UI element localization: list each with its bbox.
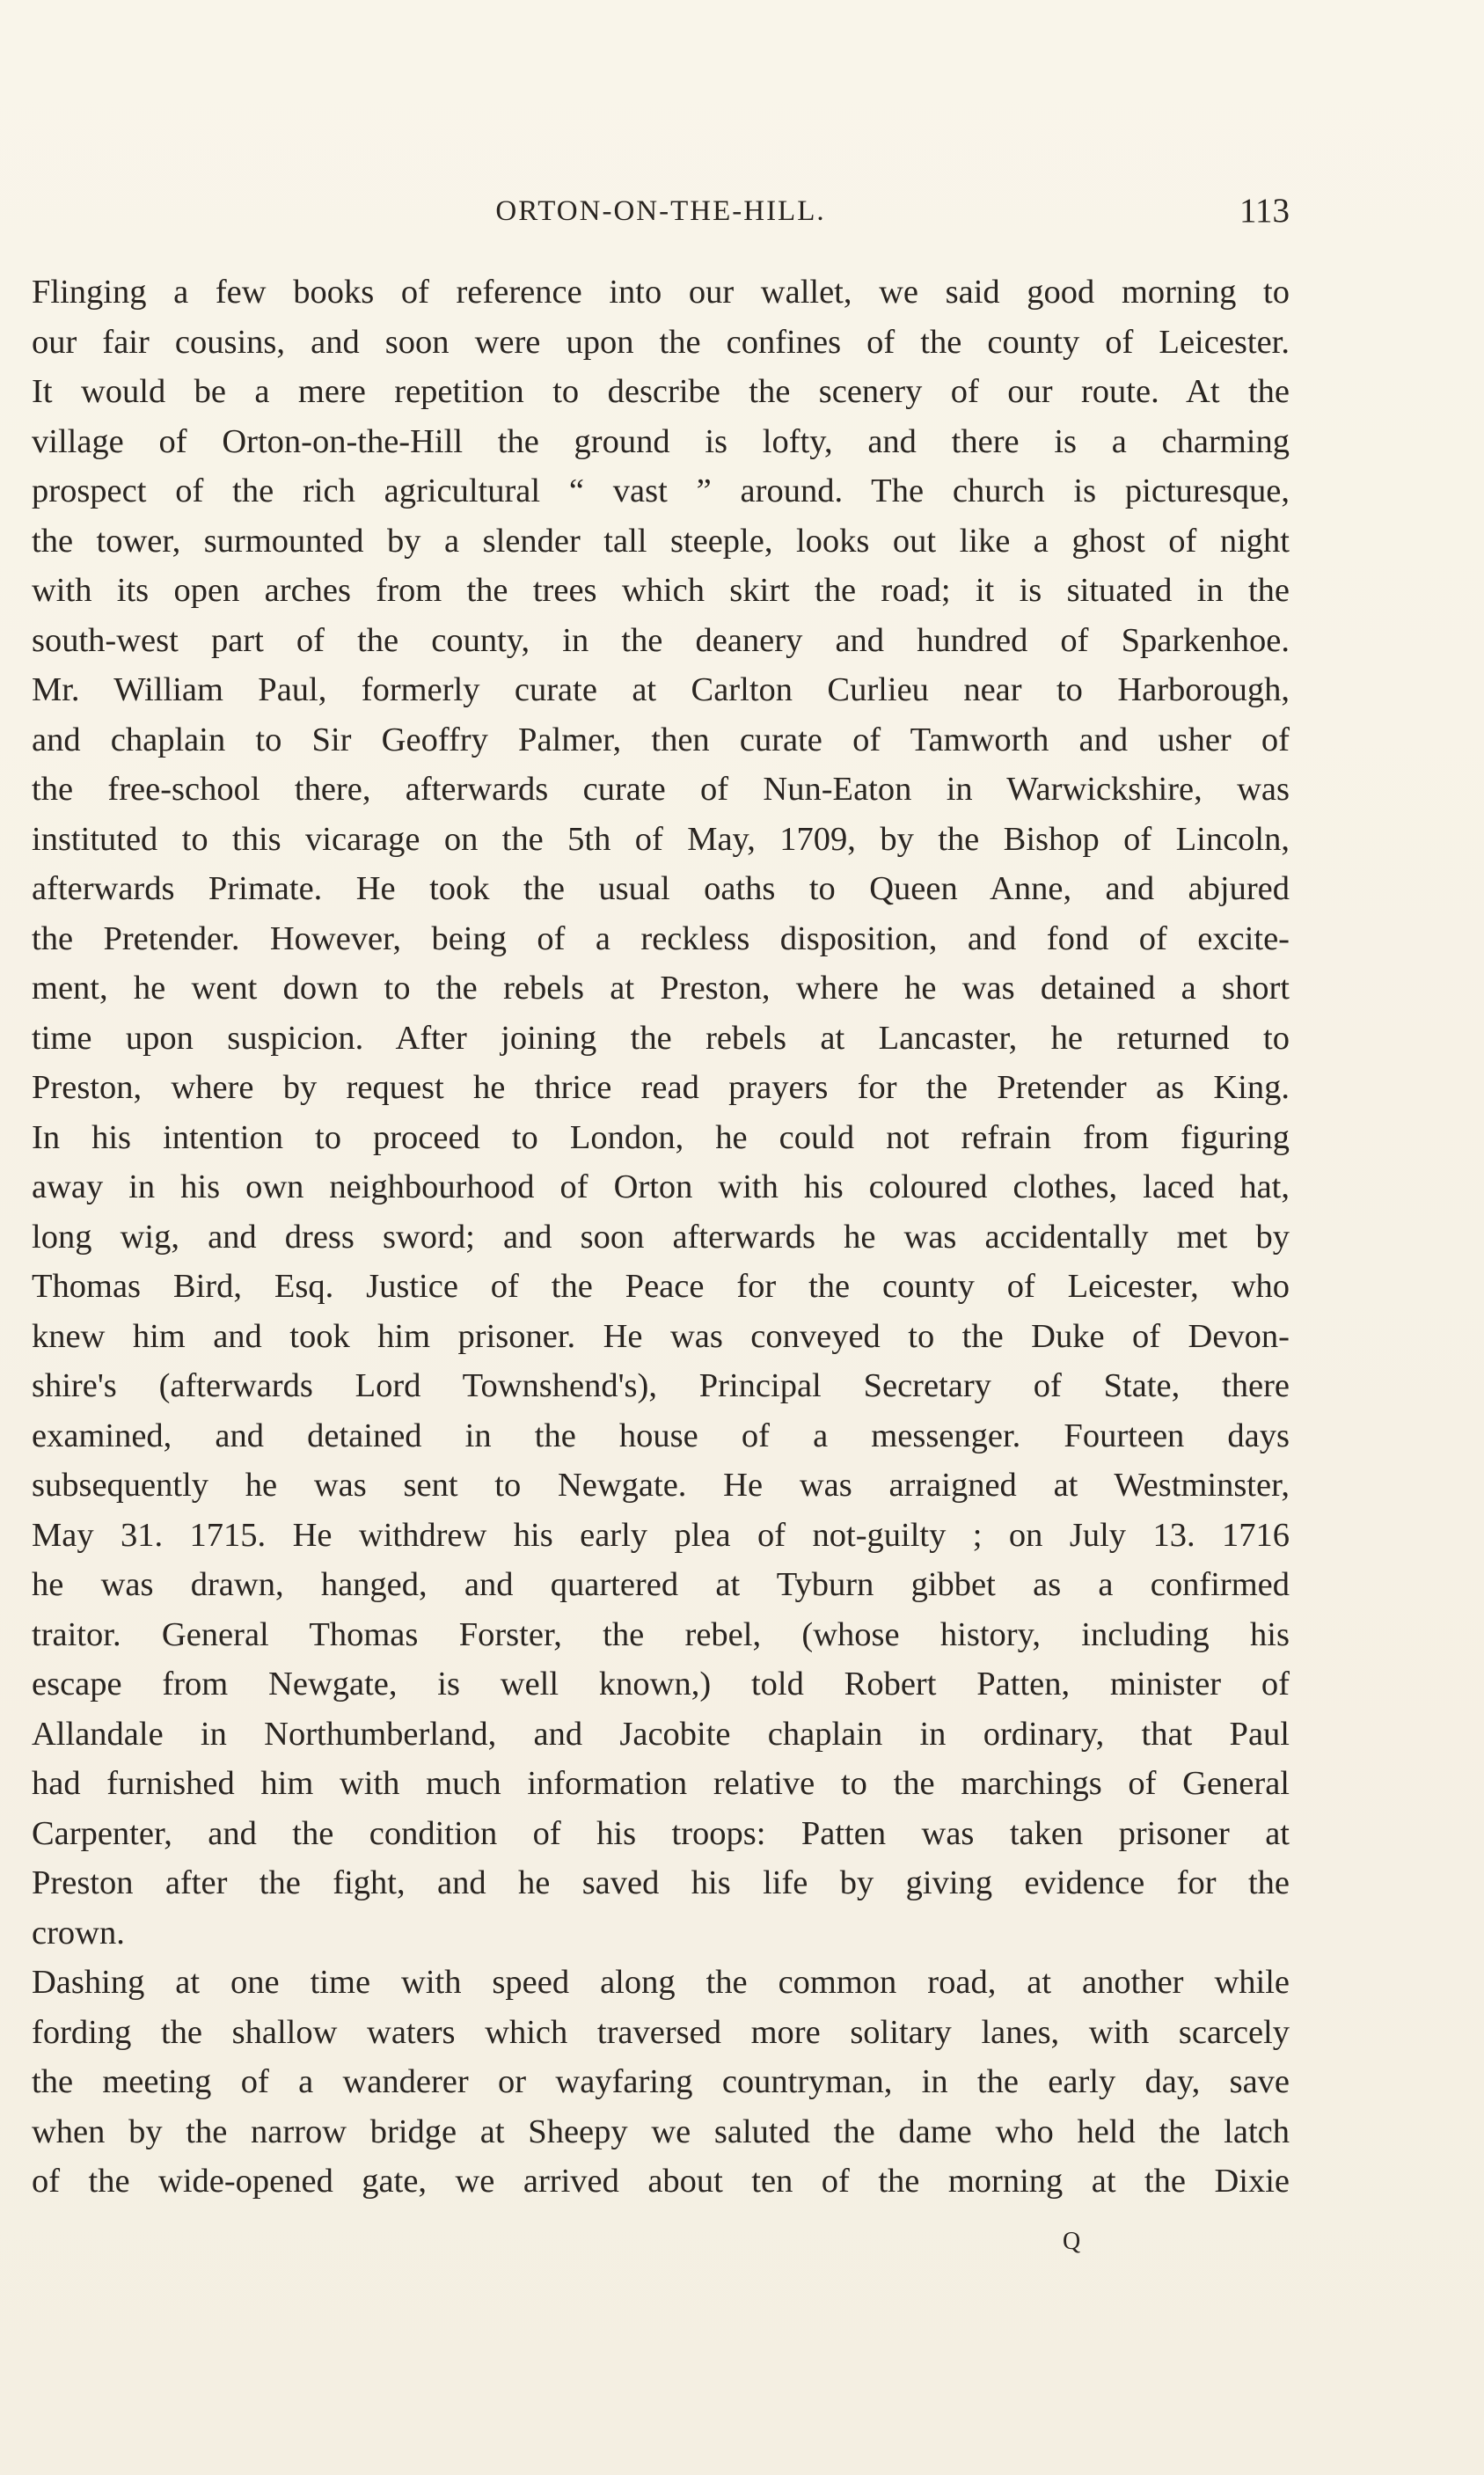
body-text xyxy=(32,267,1290,2207)
text-line: time upon suspicion. After joining the rebels at Lancaster, he returned to xyxy=(32,1019,1290,1057)
text-line: Thomas Bird, Esq. Justice of the Peace for the county of Leicester, who xyxy=(32,1268,1290,1305)
running-title: ORTON-ON-THE-HILL. xyxy=(495,195,826,227)
text-line: Carpenter, and the condition of his troops: Patten was taken prisoner at xyxy=(32,1814,1290,1852)
text-line: subsequently he was sent to Newgate. He was arraigned at Westminster, xyxy=(32,1467,1290,1504)
text-line: Allandale in Northumberland, and Jacobite chaplain in ordinary, that Paul xyxy=(32,1715,1290,1753)
text-line: It would be a mere repetition to describe the scenery of our route. At the xyxy=(32,373,1290,410)
text-line: instituted to this vicarage on the 5th of May, 1709, by the Bishop of Lincoln, xyxy=(32,820,1290,858)
text-line: and chaplain to Sir Geoffry Palmer, then curate of Tamworth and usher of xyxy=(32,721,1290,758)
text-line: when by the narrow bridge at Sheepy we saluted the dame who held the latch xyxy=(32,2113,1290,2150)
text-line: our fair cousins, and soon were upon the confines of the county of Leicester. xyxy=(32,323,1290,361)
text-line: the tower, surmounted by a slender tall steeple, looks out like a ghost of night xyxy=(32,522,1290,560)
text-line: May 31. 1715. He withdrew his early plea of not-guilty ; on July 13. 1716 xyxy=(32,1516,1290,1554)
text-line: with its open arches from the trees which skirt the road; it is situated in the xyxy=(32,572,1290,609)
text-line: crown. xyxy=(32,1914,125,1951)
text-line: he was drawn, hanged, and quartered at Tyburn gibbet as a confirmed xyxy=(32,1566,1290,1603)
text-line: village of Orton-on-the-Hill the ground is lofty, and there is a charming xyxy=(32,422,1290,460)
text-line: escape from Newgate, is well known,) told Robert Patten, minister of xyxy=(32,1666,1290,1702)
text-line: had furnished him with much information relative to the marchings of General xyxy=(32,1765,1290,1802)
text-line: examined, and detained in the house of a messenger. Fourteen days xyxy=(32,1417,1290,1454)
text-line: traitor. General Thomas Forster, the rebel, (whose history, including his xyxy=(32,1615,1290,1653)
text-line: the Pretender. However, being of a reckless disposition, and fond of excite- xyxy=(32,919,1290,957)
text-line: Dashing at one time with speed along the common road, at another while xyxy=(32,1964,1290,2001)
text-line: long wig, and dress sword; and soon afterwards he was accidentally met by xyxy=(32,1218,1290,1256)
page-number: 113 xyxy=(1239,192,1290,230)
text-line: Preston after the fight, and he saved his life by giving evidence for the xyxy=(32,1864,1290,1901)
text-line: fording the shallow waters which traversed more solitary lanes, with scarcely xyxy=(32,2013,1290,2051)
text-line: In his intention to proceed to London, he could not refrain from figuring xyxy=(32,1118,1290,1156)
text-line: the free-school there, afterwards curate of Nun-Eaton in Warwickshire, was xyxy=(32,771,1290,808)
text-line: away in his own neighbourhood of Orton with his coloured clothes, laced hat, xyxy=(32,1168,1290,1205)
signature-mark: Q xyxy=(1063,2228,1081,2255)
text-line: Flinging a few books of reference into our wallet, we said good morning to xyxy=(32,274,1290,311)
text-line: prospect of the rich agricultural “ vast ” around. The church is picturesque, xyxy=(32,472,1290,509)
text-line: afterwards Primate. He took the usual oaths to Queen Anne, and abjured xyxy=(32,870,1290,907)
running-head xyxy=(32,187,1290,236)
text-line: of the wide-opened gate, we arrived about ten of the morning at the Dixie xyxy=(32,2163,1290,2200)
text-line: ment, he went down to the rebels at Preston, where he was detained a short xyxy=(32,970,1290,1007)
text-line: south-west part of the county, in the deanery and hundred of Sparkenhoe. xyxy=(32,621,1290,659)
text-line: knew him and took him prisoner. He was conveyed to the Duke of Devon- xyxy=(32,1317,1290,1355)
text-line: the meeting of a wanderer or wayfaring countryman, in the early day, save xyxy=(32,2063,1290,2100)
text-line: Mr. William Paul, formerly curate at Carlton Curlieu near to Harborough, xyxy=(32,671,1290,708)
text-line: Preston, where by request he thrice read prayers for the Pretender as King. xyxy=(32,1069,1290,1106)
text-line: shire's (afterwards Lord Townshend's), Principal Secretary of State, there xyxy=(32,1367,1290,1404)
